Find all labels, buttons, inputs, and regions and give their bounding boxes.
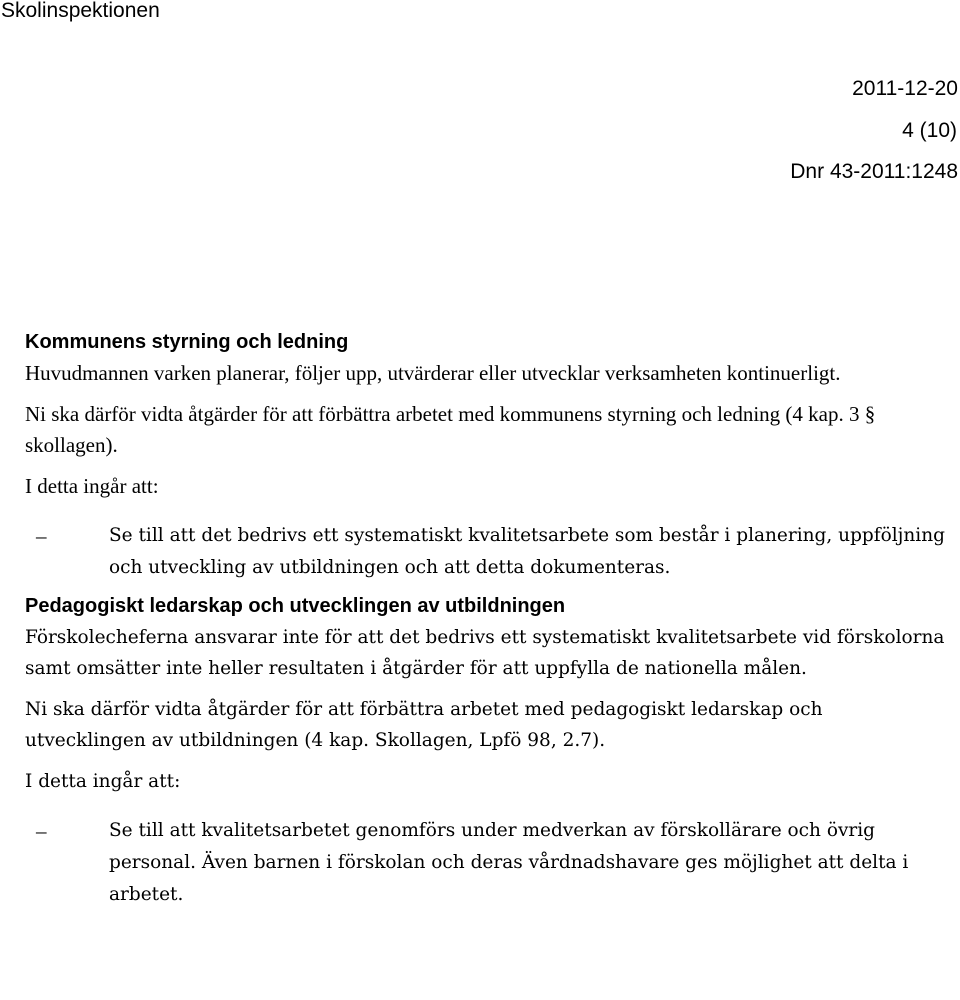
dash-bullet: –: [36, 524, 47, 548]
list-item: [25, 520, 945, 584]
finding-paragraph: Huvudmannen varken planerar, följer upp, utvärderar eller utvecklar verksamheten kontinuerligt.: [25, 361, 841, 385]
list-item-text: Se till att kvalitetsarbetet genomförs under medverkan av förskollärare och övrig personal. Även barnen i förskolan och deras vårdnadshavare ges möjlighet att delta i arbetet.: [109, 820, 909, 905]
list-item: [25, 815, 945, 911]
action-paragraph: Ni ska därför vidta åtgärder för att förbättra arbetet med kommunens styrning och ledning (4 kap. 3 § skollagen).: [25, 402, 876, 457]
page-number: 4 (10): [902, 119, 957, 142]
includes-label: I detta ingår att:: [25, 474, 159, 498]
section-heading: Pedagogiskt ledarskap och utvecklingen av utbildningen: [25, 595, 566, 617]
requirement-list: [25, 815, 945, 911]
document-body: [25, 326, 945, 911]
organization-name: Skolinspektionen: [1, 0, 160, 22]
includes-label: I detta ingår att:: [25, 771, 181, 792]
dash-bullet: –: [36, 819, 47, 843]
finding-paragraph: Förskolecheferna ansvarar inte för att det bedrivs ett systematiskt kvalitetsarbete vid förskolorna samt omsätter inte heller resultaten i åtgärder för att uppfylla de nationella målen.: [25, 627, 945, 679]
registration-number: Dnr 43-2011:1248: [790, 160, 958, 183]
section-heading: Kommunens styrning och ledning: [25, 331, 349, 353]
document-date: 2011-12-20: [852, 77, 958, 100]
section-pedagogical-leadership: [25, 590, 945, 911]
requirement-list: [25, 520, 945, 584]
action-paragraph: Ni ska därför vidta åtgärder för att förbättra arbetet med pedagogiskt ledarskap och utvecklingen av utbildningen (4 kap. Skollagen, Lpfö 98, 2.7).: [25, 699, 823, 751]
list-item-text: Se till att det bedrivs ett systematiskt kvalitetsarbete som består i planering, uppföljning och utveckling av utbildningen och att detta dokumenteras.: [109, 525, 945, 578]
section-governance: [25, 326, 945, 584]
